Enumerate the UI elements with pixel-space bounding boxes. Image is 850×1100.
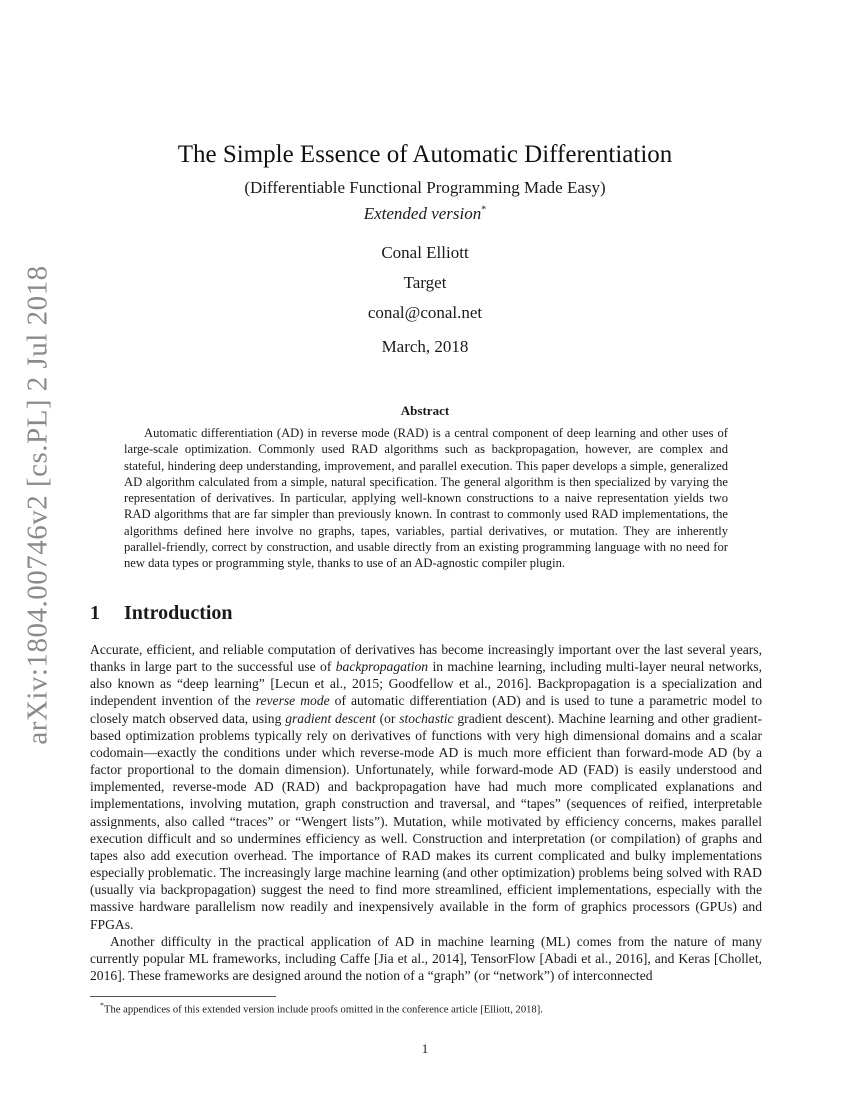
paper-subtitle: (Differentiable Functional Programming Made Easy) <box>244 178 606 197</box>
emphasis-backpropagation: backpropagation <box>335 659 429 675</box>
text-run: gradient descent). Machine learning and other gradient-based optimization problems typically rely on derivatives of functions with very high dimensional domains and a scalar codomain—exactly the conditions under which reverse-mode AD is much more efficient than forward-mode AD (by a factor proportional to the domain dimension). Unfortunately, while forward-mode AD (FAD) is easily understood and implemented, reverse-mode AD (RAD) and backpropagation have had much more complicated explanations and implementations, involving mutation, graph construction and traversal, and “tapes” (sequences of reified, interpretable assignments, also called “traces” or “Wengert lists”). Mutation, while motivated by efficiency concerns, makes parallel execution difficult and so undermines efficiency as well. Construction and interpretation (or compilation) of graphs and tapes also add execution overhead. The importance of RAD makes its current complicated and bulky implementations especially problematic. The increasingly large machine learning (and other optimization) problems being solved with RAD (usually via backpropagation) suggest the need to find more streamlined, efficient implementations, especially with the massive hardware parallelism now readily and inexpensively available in the form of graphics processors (GPUs) and FPGAs. <box>90 710 762 932</box>
author-affiliation: Target <box>403 273 447 292</box>
arxiv-identifier-text: arXiv:1804.00746v2 [cs.PL] 2 Jul 2018 <box>21 265 54 745</box>
footnote-marker[interactable]: * <box>481 204 487 216</box>
footnote <box>100 1001 760 1016</box>
text-run: Accurate, efficient, and reliable computation of derivatives has become increasingly important over the last several years, thanks in large part to the successful use of <box>90 642 762 675</box>
emphasis-reverse-mode: reverse mode <box>255 693 330 709</box>
author-email[interactable]: conal@conal.net <box>367 303 483 322</box>
emphasis-stochastic: stochastic <box>399 710 454 726</box>
paper-date: March, 2018 <box>381 337 469 356</box>
section-number: 1 <box>90 602 100 624</box>
arxiv-identifier-stamp <box>18 265 58 745</box>
version-note <box>0 204 850 224</box>
section-body <box>90 641 762 984</box>
text-run: of automatic differentiation (AD) and is used to tune a parametric model to closely match observed data, using <box>90 693 763 726</box>
author-name: Conal Elliott <box>381 243 469 262</box>
section-heading <box>90 602 233 625</box>
paragraph-2 <box>90 933 762 984</box>
footnote-mark: * <box>100 1001 104 1010</box>
emphasis-gradient-descent: gradient descent <box>285 710 376 726</box>
version-label: Extended version <box>363 204 482 223</box>
footnote-divider <box>90 996 276 997</box>
abstract-heading: Abstract <box>400 403 450 418</box>
footnote-text: The appendices of this extended version include proofs omitted in the conference article [Elliott, 2018]. <box>104 1004 543 1016</box>
text-run: in machine learning, including multi-layer neural networks, also known as “deep learning” [Lecun et al., 2015; Goodfellow et al., 2016]. Backpropagation is a specialization and independent invention of the <box>90 659 762 709</box>
paper-title: The Simple Essence of Automatic Differentiation <box>177 141 673 168</box>
paragraph-1 <box>90 641 762 933</box>
text-run: (or <box>375 710 400 726</box>
section-title: Introduction <box>124 602 233 624</box>
text-run: Another difficulty in the practical application of AD in machine learning (ML) comes from the nature of many currently popular ML frameworks, including Caffe [Jia et al., 2014], TensorFlow [Abadi et al., 2016], and Keras [Chollet, 2016]. These frameworks are designed around the notion of a “graph” (or “network”) of interconnected <box>90 933 762 983</box>
page-number: 1 <box>421 1041 429 1056</box>
abstract-body: Automatic differentiation (AD) in reverse mode (RAD) is a central component of deep learning and other uses of large-scale optimization. Commonly used RAD algorithms such as backpropagation, however, are complex and stateful, hindering deep understanding, improvement, and parallel execution. This paper develops a simple, generalized AD algorithm calculated from a simple, natural specification. The general algorithm is then specialized by varying the representation of derivatives. In particular, applying well-known constructions to a naive representation yields two RAD algorithms that are far simpler than previously known. In contrast to commonly used RAD implementations, the algorithms defined here involve no graphs, tapes, variables, partial derivatives, or mutation. They are inherently parallel-friendly, correct by construction, and usable directly from an existing programming language with no need for new data types or programming style, thanks to use of an AD-agnostic compiler plugin. <box>124 426 728 571</box>
